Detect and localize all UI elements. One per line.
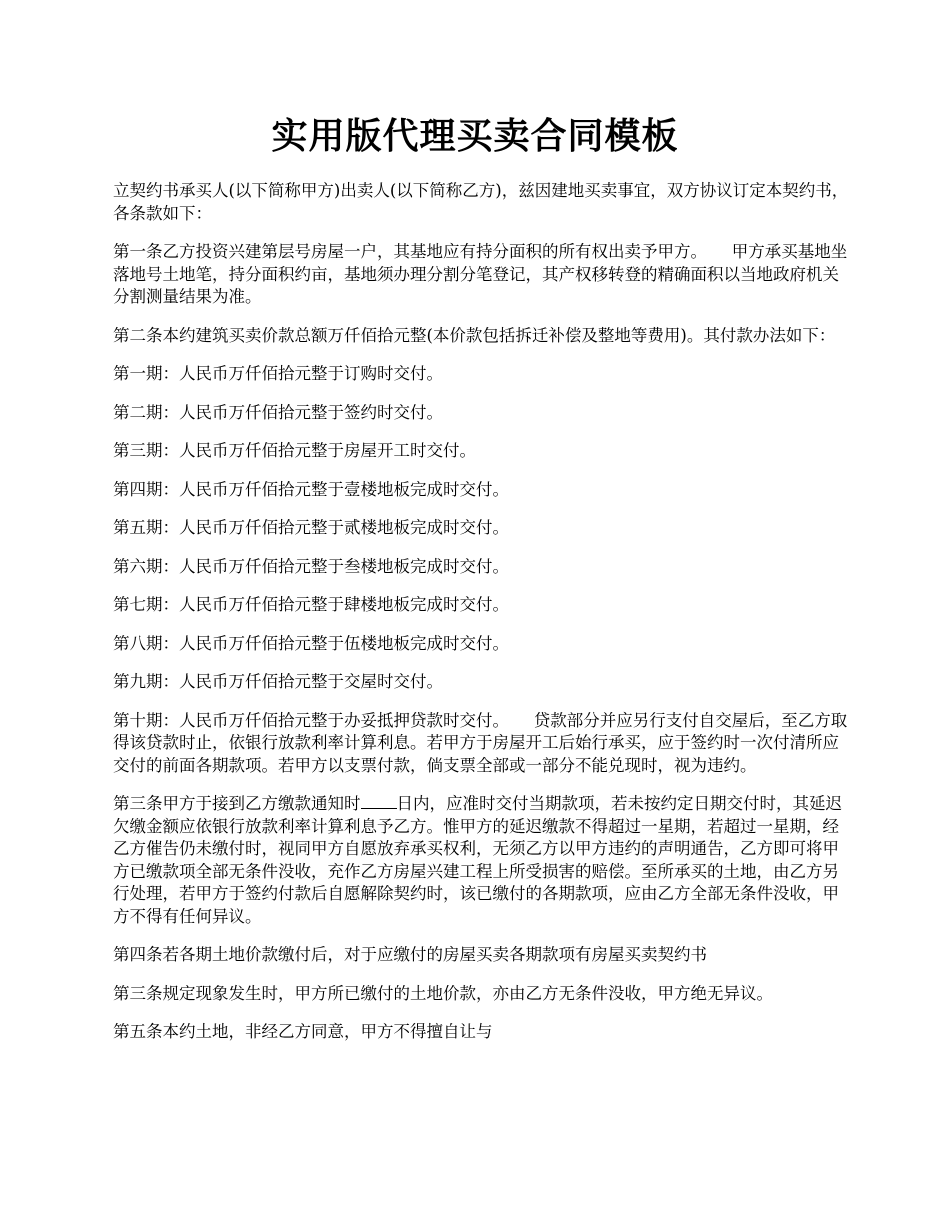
article-4-continuation-paragraph: 第三条规定现象发生时，甲方所已缴付的土地价款，亦由乙方无条件没收，甲方绝无异议。 bbox=[113, 983, 773, 1003]
installment-3-paragraph: 第三期：人民币万仟佰拾元整于房屋开工时交付。 bbox=[113, 441, 476, 460]
preamble-paragraph: 立契约书承买人(以下简称甲方)出卖人(以下简称乙方)，兹因建地买卖事宜，双方协议订定本契约书，各条款如下： bbox=[113, 181, 849, 223]
article-4-paragraph: 第四条若各期土地价款缴付后，对于应缴付的房屋买卖各期款项有房屋买卖契约书 bbox=[113, 945, 707, 964]
installment-9-paragraph: 第九期：人民币万仟佰拾元整于交屋时交付。 bbox=[113, 672, 443, 691]
installment-6-paragraph: 第六期：人民币万仟佰拾元整于叁楼地板完成时交付。 bbox=[113, 556, 509, 576]
article-3-text-end: 日内，应准时交付当期款项，若未按约定日期交付时，其延迟欠缴金额应依银行放款利率计算利息予乙方。惟甲方的延迟缴款不得超过一星期，若超过一星期，经乙方催告仍未缴付时，视同甲方自愿放弃承买权利，无须乙方以甲方违约的声明通告，乙方即可将甲方已缴款项全部无条件没收，充作乙方房屋兴建工程上所受损害的赔偿。至所承买的土地，由乙方另行处理，若甲方于签约付款后自愿解除契约时，该已缴付的各期款项，应由乙方全部无条件没收，甲方不得有任何异议。 bbox=[113, 794, 842, 926]
article-3-text-start: 第三条甲方于接到乙方缴款通知时 bbox=[113, 794, 361, 813]
fill-in-blank bbox=[361, 794, 397, 809]
installment-2-paragraph: 第二期：人民币万仟佰拾元整于签约时交付。 bbox=[113, 402, 443, 422]
installment-5-paragraph: 第五期：人民币万仟佰拾元整于贰楼地板完成时交付。 bbox=[113, 518, 509, 537]
article-3-paragraph bbox=[113, 793, 853, 928]
document-title: 实用版代理买卖合同模板 bbox=[271, 115, 679, 157]
article-1-paragraph: 第一条乙方投资兴建第层号房屋一户，其基地应有持分面积的所有权出卖予甲方。 甲方承买基地坐落地号土地笔，持分面积约亩，基地须办理分割分笔登记，其产权移转登的精确面积以当地政府机关分割测量结果为准。 bbox=[113, 242, 848, 306]
installment-4-paragraph: 第四期：人民币万仟佰拾元整于壹楼地板完成时交付。 bbox=[113, 479, 509, 499]
article-2-paragraph: 第二条本约建筑买卖价款总额万仟佰拾元整(本价款包括拆迁补偿及整地等费用)。其付款办法如下： bbox=[113, 325, 836, 345]
installment-8-paragraph: 第八期：人民币万仟佰拾元整于伍楼地板完成时交付。 bbox=[113, 633, 509, 653]
article-5-paragraph: 第五条本约土地，非经乙方同意，甲方不得擅自让与 bbox=[113, 1022, 493, 1041]
installment-10-paragraph: 第十期：人民币万仟佰拾元整于办妥抵押贷款时交付。 贷款部分并应另行支付自交屋后，至乙方取得该贷款时止，依银行放款利率计算利息。若甲方于房屋开工后始行承买，应于签约时一次付清所应交付的前面各期款项。若甲方以支票付款，倘支票全部或一部分不能兑现时，视为违约。 bbox=[113, 710, 848, 775]
installment-7-paragraph: 第七期：人民币万仟佰拾元整于肆楼地板完成时交付。 bbox=[113, 595, 509, 614]
document-body bbox=[113, 180, 853, 1060]
installment-1-paragraph: 第一期：人民币万仟佰拾元整于订购时交付。 bbox=[113, 364, 443, 383]
